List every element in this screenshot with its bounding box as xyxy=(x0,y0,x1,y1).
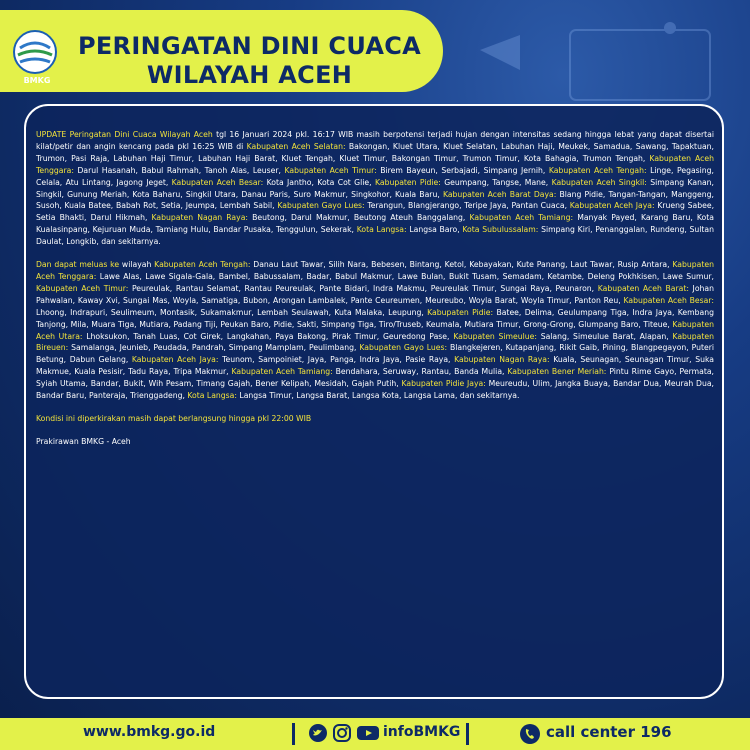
district-list: Bakongan, Kluet Utara, Kluet Selatan, Labuhan Haji, Meukek, Samadua, Sawang, Tapaktuan, Trumon, Pasi Raja, Labuhan Haji Timur, Labuhan Haji Barat, Kluet Tengah, Kluet Timur, Bakongan Timur, Trumon Timur, Kota Bahagia, Trumon Tengah, xyxy=(36,141,714,163)
region-label: Kabupaten Aceh Tamiang: xyxy=(469,213,574,223)
region-label: Kabupaten Aceh Tengah: xyxy=(154,260,251,270)
region-label: Kabupaten Aceh Jaya: xyxy=(131,355,219,365)
forecaster-signature: Prakirawan BMKG - Aceh xyxy=(36,436,131,446)
district-list: Teunom, Sampoiniet, Jaya, Panga, Indra Jaya, Pasie Raya, xyxy=(218,355,455,365)
divider xyxy=(292,723,295,745)
district-list: Simpang Kanan, Singkil, Gunung Meriah, Kota Baharu, Singkil Utara, Danau Paris, Suro Makmur, Singkohor, Kuala Baru, xyxy=(36,177,714,199)
region-label: Kota Subulussalam: xyxy=(462,225,539,235)
region-label: Kabupaten Aceh Singkil: xyxy=(551,177,647,187)
region-label: Dan dapat meluas ke xyxy=(36,260,120,270)
region-label: Kabupaten Pidie: xyxy=(374,177,441,187)
region-label: Kabupaten Aceh Jaya: xyxy=(569,201,655,211)
district-list: Langsa Timur, Langsa Barat, Langsa Kota, Langsa Lama, dan sekitarnya. xyxy=(236,391,520,401)
region-label: Kabupaten Pidie: xyxy=(427,307,494,317)
warning-content xyxy=(36,129,714,459)
district-list: Bendahara, Seruway, Rantau, Banda Mulia, xyxy=(332,367,508,377)
region-label: Kabupaten Aceh Timur: xyxy=(284,165,377,175)
page-title xyxy=(72,32,427,90)
region-label: Kabupaten Aceh Timur: xyxy=(36,283,129,293)
district-list: Meureudu, Ulim, Jangka Buaya, Bandar Dua, Meurah Dua, Bandar Baru, Panteraja, Trienggadeng, xyxy=(36,379,714,401)
district-list: Darul Hasanah, Babul Rahmah, Tanoh Alas, Leuser, xyxy=(73,165,285,175)
region-label: Kabupaten Aceh Besar: xyxy=(171,177,264,187)
district-list: Kuala, Seunagan, Seunagan Timur, Suka Makmue, Kuala Pesisir, Tadu Raya, Tripa Makmur, xyxy=(36,355,715,377)
region-label: Kabupaten Aceh Utara: xyxy=(36,319,714,341)
district-list: Batee, Delima, Geulumpang Tiga, Indra Jaya, Kembang Tanjong, Mila, Muara Tiga, Mutiara, Padang Tiji, Peukan Baro, Pidie, Sakti, Simpang Tiga, Tiro/Truseb, Keumala, Mutiara Timur, Grong-Grong, Glumpang Baro, Titeue, xyxy=(36,307,714,329)
district-list: Terangun, Blangjerango, Teripe Jaya, Pantan Cuaca, xyxy=(364,201,570,211)
social-icons xyxy=(309,724,379,742)
warning-duration: Kondisi ini diperkirakan masih dapat berlangsung hingga pkl 22:00 WIB xyxy=(36,413,312,423)
region-label: Kabupaten Pidie Jaya: xyxy=(401,379,486,389)
region-label: Kota Langsa: xyxy=(356,225,407,235)
logo-text: BMKG xyxy=(23,76,51,85)
twitter-icon[interactable] xyxy=(309,724,327,742)
district-list: Danau Laut Tawar, Silih Nara, Bebesen, Bintang, Ketol, Kebayakan, Kute Panang, Laut Tawar, Rusip Antara, xyxy=(250,260,673,270)
region-label: Kabupaten Nagan Raya: xyxy=(151,213,248,223)
district-list: Langsa Baro, xyxy=(406,225,463,235)
district-list: Johan Pahwalan, Kaway Xvi, Sungai Mas, Woyla, Samatiga, Bubon, Arongan Lambalek, Pante Ceureumen, Meureubo, Woyla Barat, Woyla Timur, Panton Reu, xyxy=(36,283,714,305)
district-list: Beutong, Darul Makmur, Beutong Ateuh Banggalang, xyxy=(248,213,470,223)
header-banner xyxy=(0,10,443,92)
region-label: Kabupaten Nagan Raya: xyxy=(454,355,550,365)
region-label: Kabupaten Aceh Tenggara: xyxy=(36,260,714,281)
district-list: Peureulak, Rantau Selamat, Rantau Peureulak, Pante Bidari, Indra Makmu, Peureulak Timur, Sungai Raya, Peunaron, xyxy=(128,283,598,293)
region-label: Kabupaten Simeulue: xyxy=(453,331,537,341)
region-label: UPDATE Peringatan Dini Cuaca Wilayah Aceh xyxy=(36,130,213,139)
region-label: Kabupaten Aceh Tenggara: xyxy=(36,153,714,175)
footer-bar xyxy=(0,718,750,750)
district-list: wilayah xyxy=(119,260,155,270)
instagram-icon[interactable] xyxy=(333,724,351,742)
district-list: Pintu Rime Gayo, Permata, Syiah Utama, Bandar, Bukit, Wih Pesam, Timang Gajah, Bener Kelipah, Mesidah, Gajah Putih, xyxy=(36,367,714,389)
district-list: Birem Bayeun, Serbajadi, Simpang Jernih, xyxy=(376,165,549,175)
whatsapp-icon[interactable] xyxy=(519,723,541,745)
district-list: Salang, Simeulue Barat, Alapan, xyxy=(536,331,673,341)
divider xyxy=(466,723,469,745)
district-list: Blang Pidie, Tangan-Tangan, Manggeng, Susoh, Kuala Batee, Babah Rot, Setia, Jeumpa, Lembah Sabil, xyxy=(36,189,714,211)
background-illustration xyxy=(460,10,720,105)
district-list: Geumpang, Tangse, Mane, xyxy=(440,177,552,187)
district-list: Samalanga, Jeunieb, Peudada, Pandrah, Simpang Mamplam, Peulimbang, xyxy=(68,343,360,353)
title-line-2: WILAYAH ACEH xyxy=(146,61,353,89)
social-handle[interactable]: infoBMKG xyxy=(383,724,461,740)
title-line-1: PERINGATAN DINI CUACA xyxy=(77,32,422,60)
region-label: Kabupaten Bener Meriah: xyxy=(507,367,607,377)
call-center[interactable]: call center 196 xyxy=(546,723,672,741)
region-label: Kabupaten Aceh Besar: xyxy=(623,295,714,305)
region-label: Kabupaten Aceh Selatan: xyxy=(246,141,346,151)
region-label: Kabupaten Aceh Barat: xyxy=(597,283,689,293)
youtube-icon[interactable] xyxy=(357,724,379,742)
district-list: Blangkejeren, Kutapanjang, Rikit Gaib, Pining, Blangpegayon, Puteri Betung, Dabun Gelang, xyxy=(36,343,714,365)
region-label: Kabupaten Aceh Barat Daya: xyxy=(442,189,557,199)
district-list: Lawe Alas, Lawe Sigala-Gala, Bambel, Babussalam, Badar, Babul Makmur, Lawe Bulan, Bukit Tusam, Semadam, Ketambe, Deleng Pokhkisen, Lawe Sumur, xyxy=(96,271,714,281)
website-link[interactable]: www.bmkg.go.id xyxy=(83,724,216,740)
district-list: Krueng Sabee, Setia Bhakti, Darul Hikmah, xyxy=(36,201,715,223)
region-label: Kabupaten Bireuen: xyxy=(36,331,714,353)
district-list: Linge, Pegasing, Celala, Atu Lintang, Jagong Jeget, xyxy=(36,165,715,187)
region-label: Kabupaten Aceh Tamiang: xyxy=(231,367,333,377)
district-list: Lhoong, Indrapuri, Seulimeum, Montasik, Sukamakmur, Lembah Seulawah, Kuta Malaka, Leupung, xyxy=(36,307,428,317)
warning-paragraph-expansion xyxy=(36,259,714,402)
region-label: Kota Langsa: xyxy=(187,391,237,401)
district-list: Kota Jantho, Kota Cot Glie, xyxy=(263,177,375,187)
district-list: tgl 16 Januari 2024 pkl. 16:17 WIB masih berpotensi terjadi hujan dengan intensitas sedang hingga lebat yang dapat disertai kilat/petir dan angin kencang pada pkl 16:25 WIB di xyxy=(36,130,714,151)
district-list: Manyak Payed, Karang Baru, Kota Kualasinpang, Kejuruan Muda, Tamiang Hulu, Bandar Pusaka, Tenggulun, Sekerak, xyxy=(36,213,714,235)
region-label: Kabupaten Aceh Tengah: xyxy=(548,165,647,175)
region-label: Kabupaten Gayo Lues: xyxy=(359,343,448,353)
district-list: Simpang Kiri, Penanggalan, Rundeng, Sultan Daulat, Longkib, dan sekitarnya. xyxy=(36,225,714,247)
district-list: Lhoksukon, Tanah Luas, Cot Girek, Langkahan, Paya Bakong, Pirak Timur, Geuredong Pase, xyxy=(82,331,454,341)
region-label: Kabupaten Gayo Lues: xyxy=(277,201,365,211)
warning-paragraph-main xyxy=(36,129,714,248)
